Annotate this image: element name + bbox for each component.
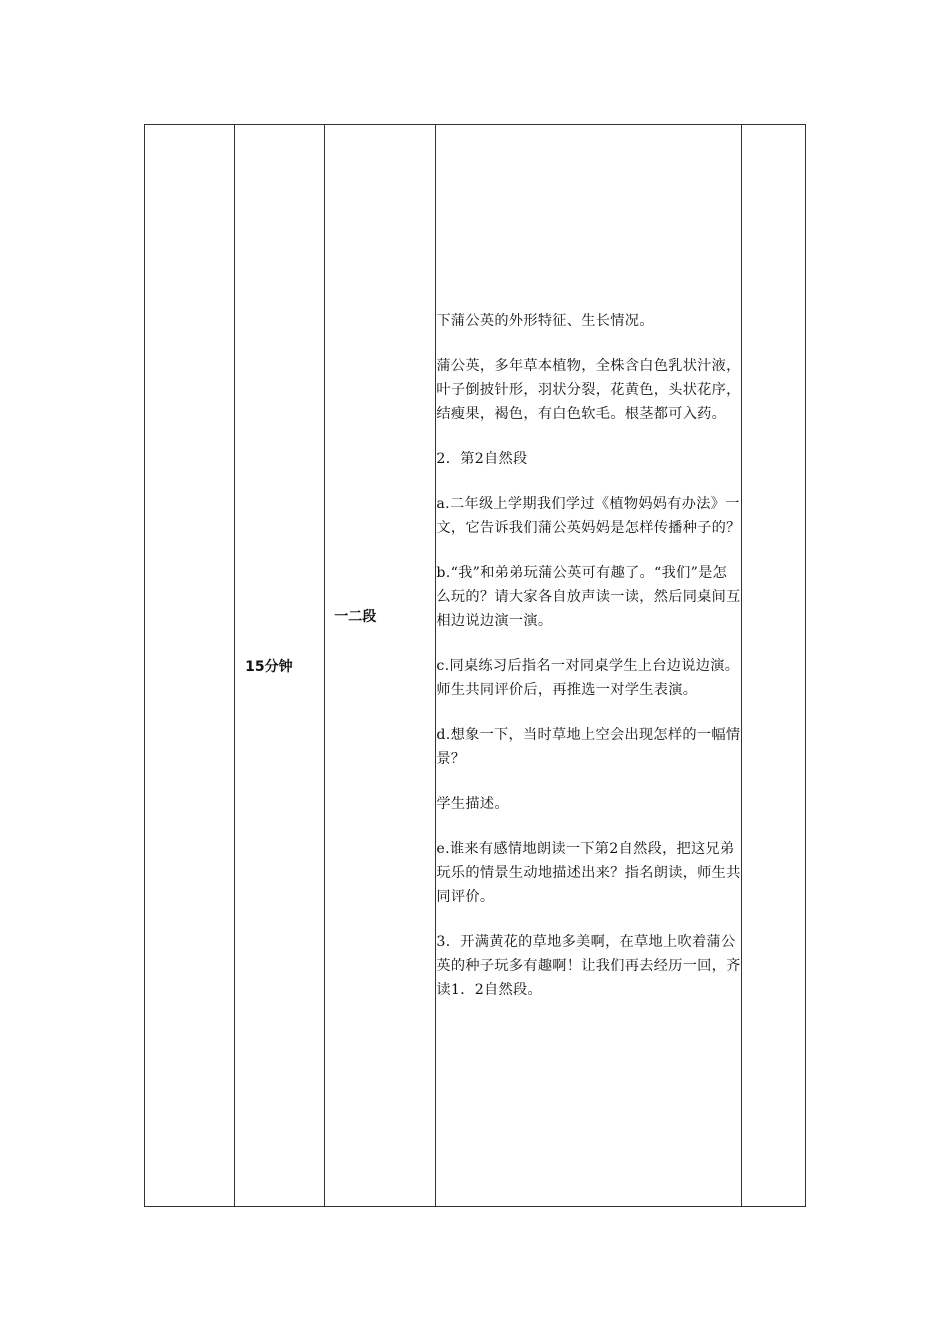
content-paragraph: 下蒲公英的外形特征、生长情况。 — [436, 312, 654, 329]
content-paragraph: c.同桌练习后指名一对同桌学生上台边说边演。师生共同评价后，再推选一对学生表演。 — [436, 657, 740, 698]
section-cell — [325, 125, 436, 1207]
table-row — [145, 125, 806, 1207]
empty-cell-last — [741, 125, 805, 1207]
content-paragraph: 学生描述。 — [436, 795, 509, 812]
content-paragraph: a.二年级上学期我们学过《植物妈妈有办法》一文，它告诉我们蒲公英妈妈是怎样传播种子的？ — [436, 495, 741, 536]
time-label: 15分钟 — [245, 658, 293, 675]
content-paragraph: e.谁来有感情地朗读一下第2自然段，把这兄弟玩乐的情景生动地描述出来？指名朗读，师生共同评价。 — [436, 840, 741, 905]
content-paragraph: 2．第2自然段 — [436, 450, 528, 467]
content-paragraph: b.“我”和弟弟玩蒲公英可有趣了。“我们”是怎么玩的？请大家各自放声读一读，然后同桌间互相边说边演一演。 — [436, 564, 741, 629]
empty-cell-first — [145, 125, 235, 1207]
section-label: 一二段 — [334, 608, 377, 625]
content-paragraph: 蒲公英，多年草本植物，全株含白色乳状汁液，叶子倒披针形，羽状分裂，花黄色，头状花序，结瘦果，褐色，有白色软毛。根茎都可入药。 — [436, 357, 741, 422]
time-cell — [235, 125, 325, 1207]
lesson-plan-table — [144, 124, 806, 1207]
content-paragraph: d.想象一下，当时草地上空会出现怎样的一幅情景？ — [436, 726, 741, 767]
content-cell — [436, 125, 741, 1207]
content-paragraph: 3．开满黄花的草地多美啊，在草地上吹着蒲公英的种子玩多有趣啊！让我们再去经历一回，齐读1．2自然段。 — [436, 933, 741, 998]
